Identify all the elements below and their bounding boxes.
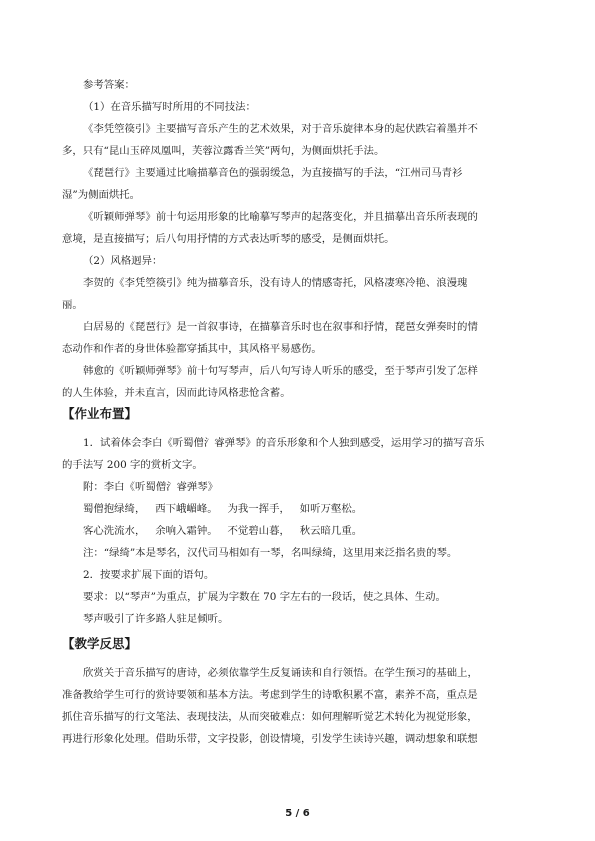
- poem-note: 注：“绿绮”本是琴名，汉代司马相如有一琴，名叫绿绮，这里用来泛指名贵的琴。: [83, 547, 458, 559]
- answer-paragraph-1: 《李凭箜篌引》主要描写音乐产生的艺术效果，对于音乐旋律本身的起伏跌宕着墨并不 多，只有“昆山玉碎凤凰叫，芙蓉泣露香兰笑”两句，为侧面烘托手法。: [62, 123, 478, 157]
- homework-heading: 【作业布置】: [62, 406, 138, 421]
- reflection-paragraph: 欣赏关于音乐描写的唐诗，必须依靠学生反复诵读和自行领悟。在学生预习的基础上， 准备教给学生可行的赏诗要领和基本方法。考虑到学生的诗歌积累不富，素养不高，重点是 抓住音乐描写的行文笔法、表现技法，从而突破难点：如何理解听觉艺术转化为视觉形象， 再进行形象化处理。借助乐带，文字投影，创设情境，引发学生读诗兴趣，调动想象和联想: [62, 667, 478, 745]
- homework-attachment: 附：李白《听蜀僧氵睿弹琴》: [83, 481, 219, 493]
- poem: 蜀僧抱绿绮， 西下峨嵋峰。 为我一挥手， 如听万壑松。 客心洗流水， 余响入霜钟。 不觉碧山暮， 秋云暗几重。: [83, 503, 363, 537]
- answer-point-2: （2）风格迥异：: [83, 255, 163, 267]
- homework-task-1: 1．试着体会李白《听蜀僧氵睿弹琴》的音乐形象和个人独到感受，运用学习的描写音乐 的手法写 200 字的赏析文字。: [62, 437, 485, 471]
- homework-requirement: 要求：以“琴声”为重点，扩展为字数在 70 字左右的一段话，使之具体、生动。: [83, 591, 446, 603]
- style-paragraph-li-he: 李贺的《李凭箜篌引》纯为描摹音乐，没有诗人的情感寄托，风格凄寒冷艳、浪漫瑰 丽。: [62, 277, 468, 311]
- page-number: 5 / 6: [285, 808, 310, 819]
- style-paragraph-han-yu: 韩愈的《听颖师弹琴》前十句写琴声，后八句写诗人听乐的感受，至于琴声引发了怎样 的人生体验，并未直言，因而此诗风格悲怆含蓄。: [62, 365, 478, 399]
- reflection-heading: 【教学反思】: [62, 636, 138, 651]
- answer-paragraph-2: 《琵琶行》主要通过比喻描摹音色的强弱缓急，为直接描写的手法，“江州司马青衫 湿”为侧面烘托。: [62, 167, 463, 201]
- answer-heading: 参考答案：: [83, 79, 135, 91]
- answer-point-1: （1）在音乐描写时所用的不同技法：: [83, 101, 256, 113]
- homework-sentence: 琴声吸引了许多路人驻足倾听。: [83, 613, 229, 625]
- answer-paragraph-3: 《听颖师弹琴》前十句运用形象的比喻摹写琴声的起落变化，并且描摹出音乐所表现的 意境，是直接描写；后八句用抒情的方式表达听琴的感受，是侧面烘托。: [62, 211, 478, 245]
- style-paragraph-bai-juyi: 白居易的《琵琶行》是一首叙事诗，在描摹音乐时也在叙事和抒情，琵琶女弹奏时的情 态动作和作者的身世体验都穿插其中，其风格平易感伤。: [62, 321, 478, 355]
- homework-task-2: 2．按要求扩展下面的语句。: [83, 569, 215, 581]
